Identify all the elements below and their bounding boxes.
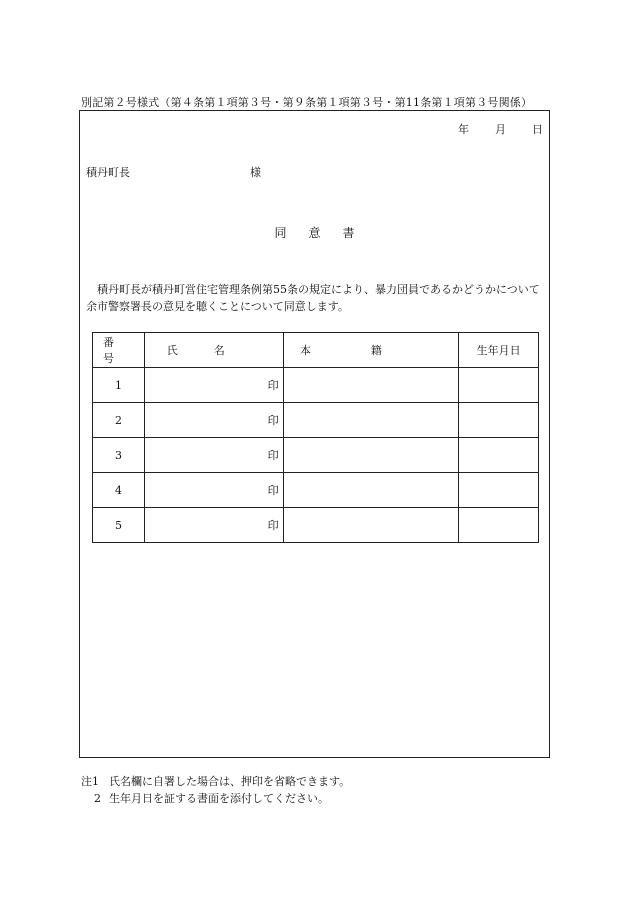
consent-statement: 積丹町長が積丹町営住宅管理条例第55条の規定により、暴力団員であるかどうかについて余市警察署長の意見を聴くことについて同意します。 <box>86 283 540 313</box>
birthdate-cell[interactable] <box>459 403 539 438</box>
birthdate-cell[interactable] <box>459 473 539 508</box>
date-line <box>458 121 543 137</box>
name-cell[interactable] <box>144 473 283 508</box>
addressee: 積丹町長 <box>86 166 130 179</box>
date-day-label: 日 <box>532 123 543 136</box>
domicile-cell[interactable] <box>283 368 459 403</box>
header-name: 氏名 <box>144 333 283 368</box>
header-number: 番号 <box>93 333 145 368</box>
note-number: 1 <box>92 775 99 788</box>
row-number: 1 <box>93 368 145 403</box>
seal-mark: 印 <box>267 519 279 532</box>
domicile-cell[interactable] <box>283 403 459 438</box>
header-birthdate: 生年月日 <box>459 333 539 368</box>
table-row <box>93 473 539 508</box>
seal-mark: 印 <box>267 379 279 392</box>
domicile-cell[interactable] <box>283 508 459 543</box>
seal-mark: 印 <box>267 484 279 497</box>
notes <box>81 773 350 807</box>
seal-mark: 印 <box>267 449 279 462</box>
note-mark: 注 <box>81 775 92 788</box>
table-row <box>93 368 539 403</box>
row-number: 5 <box>93 508 145 543</box>
table-row <box>93 508 539 543</box>
table-row <box>93 403 539 438</box>
name-cell[interactable] <box>144 368 283 403</box>
name-cell[interactable] <box>144 403 283 438</box>
note-text: 生年月日を証する書面を添付してください。 <box>109 792 329 805</box>
row-number: 4 <box>93 473 145 508</box>
name-cell[interactable] <box>144 438 283 473</box>
seal-mark: 印 <box>267 414 279 427</box>
domicile-cell[interactable] <box>283 438 459 473</box>
form-heading: 別記第２号様式（第４条第１項第３号・第９条第１項第３号・第11条第１項第３号関係） <box>81 96 533 109</box>
row-number: 3 <box>93 438 145 473</box>
birthdate-cell[interactable] <box>459 368 539 403</box>
row-number: 2 <box>93 403 145 438</box>
consent-table <box>92 332 539 543</box>
table-header-row <box>93 333 539 368</box>
name-cell[interactable] <box>144 508 283 543</box>
note-item <box>81 773 350 790</box>
birthdate-cell[interactable] <box>459 508 539 543</box>
consent-form-frame <box>79 110 550 758</box>
note-number: 2 <box>94 792 101 805</box>
date-month-label: 月 <box>495 123 506 136</box>
birthdate-cell[interactable] <box>459 438 539 473</box>
table-row <box>93 438 539 473</box>
date-year-label: 年 <box>458 123 469 136</box>
domicile-cell[interactable] <box>283 473 459 508</box>
note-text: 氏名欄に自署した場合は、押印を省略できます。 <box>109 775 351 788</box>
note-item <box>81 790 350 807</box>
honorific: 様 <box>250 166 261 179</box>
document-title: 同意書 <box>274 226 377 240</box>
header-domicile: 本籍 <box>283 333 459 368</box>
